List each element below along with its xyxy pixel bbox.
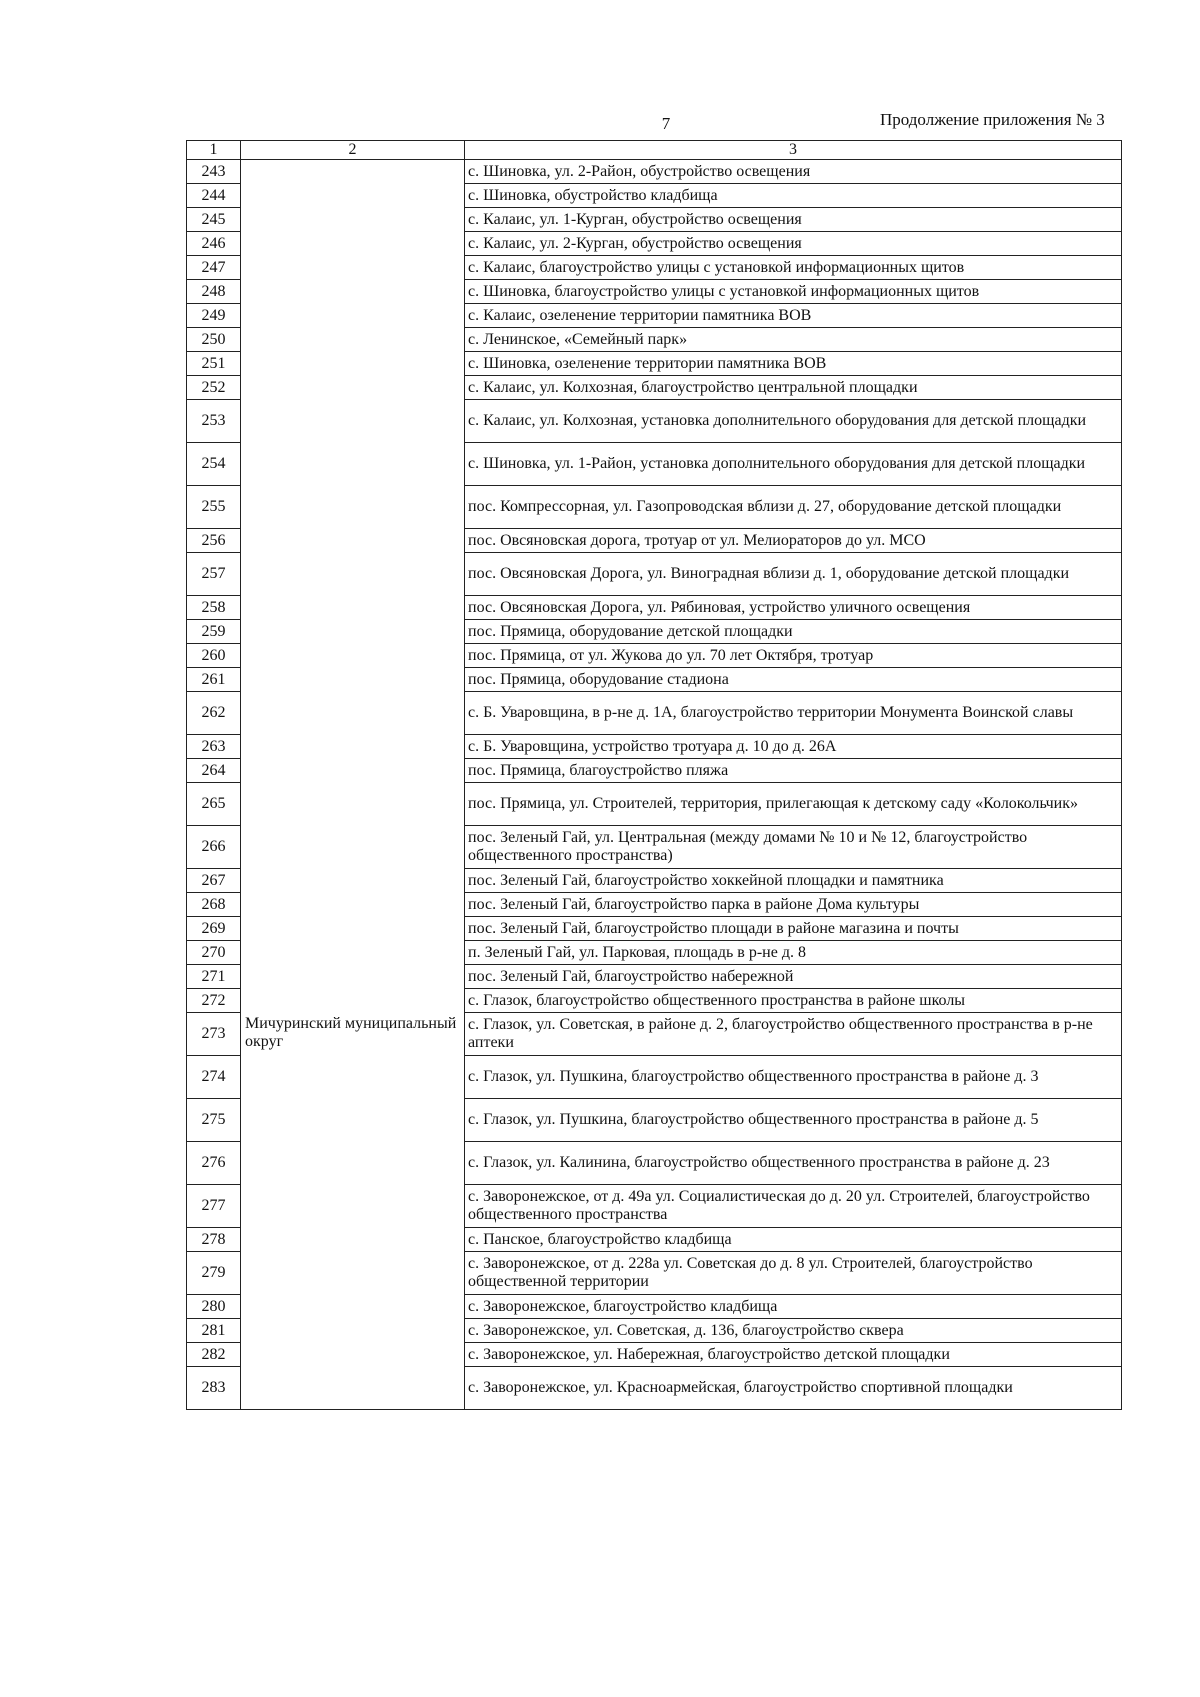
district-cell [241, 256, 465, 280]
district-cell [241, 1343, 465, 1367]
row-description: пос. Зеленый Гай, ул. Центральная (между домами № 10 и № 12, благоустройство общественного пространства) [465, 826, 1122, 869]
row-number: 249 [187, 304, 241, 328]
row-number: 265 [187, 783, 241, 826]
district-cell [241, 184, 465, 208]
table-header-row [187, 141, 1122, 160]
row-description: пос. Зеленый Гай, благоустройство парка в районе Дома культуры [465, 893, 1122, 917]
row-number: 275 [187, 1099, 241, 1142]
district-cell [241, 941, 465, 965]
table-row [187, 783, 1122, 826]
row-description: с. Глазок, ул. Пушкина, благоустройство общественного пространства в районе д. 5 [465, 1099, 1122, 1142]
district-cell [241, 553, 465, 596]
district-cell [241, 1367, 465, 1410]
page-number: 7 [661, 114, 671, 133]
column-header-2: 2 [241, 141, 465, 160]
row-description: с. Шиновка, ул. 2-Район, обустройство освещения [465, 160, 1122, 184]
row-description: пос. Зеленый Гай, благоустройство набережной [465, 965, 1122, 989]
row-description: с. Калаис, ул. 1-Курган, обустройство освещения [465, 208, 1122, 232]
row-description: пос. Зеленый Гай, благоустройство хоккейной площадки и памятника [465, 869, 1122, 893]
table-row [187, 1142, 1122, 1185]
row-description: с. Калаис, ул. Колхозная, благоустройство центральной площадки [465, 376, 1122, 400]
row-number: 272 [187, 989, 241, 1013]
district-cell [241, 1252, 465, 1295]
table-row [187, 232, 1122, 256]
table-row [187, 208, 1122, 232]
row-description: с. Шиновка, благоустройство улицы с установкой информационных щитов [465, 280, 1122, 304]
row-number: 270 [187, 941, 241, 965]
row-description: пос. Овсяновская Дорога, ул. Виноградная вблизи д. 1, оборудование детской площадки [465, 553, 1122, 596]
district-name: Мичуринский муниципальный округ [241, 1013, 465, 1056]
row-description: п. Зеленый Гай, ул. Парковая, площадь в р-не д. 8 [465, 941, 1122, 965]
row-number: 262 [187, 692, 241, 735]
district-cell [241, 160, 465, 184]
table-row [187, 553, 1122, 596]
column-header-1: 1 [187, 141, 241, 160]
row-number: 256 [187, 529, 241, 553]
table-row [187, 280, 1122, 304]
table-row [187, 644, 1122, 668]
row-number: 243 [187, 160, 241, 184]
table-row [187, 160, 1122, 184]
table-row [187, 826, 1122, 869]
table-row [187, 1295, 1122, 1319]
row-number: 258 [187, 596, 241, 620]
district-cell [241, 1142, 465, 1185]
row-number: 268 [187, 893, 241, 917]
district-cell [241, 759, 465, 783]
table-row [187, 596, 1122, 620]
district-cell [241, 328, 465, 352]
row-description: с. Заворонежское, ул. Набережная, благоустройство детской площадки [465, 1343, 1122, 1367]
row-description: пос. Овсяновская дорога, тротуар от ул. Мелиораторов до ул. МСО [465, 529, 1122, 553]
row-number: 247 [187, 256, 241, 280]
row-description: пос. Прямица, от ул. Жукова до ул. 70 лет Октября, тротуар [465, 644, 1122, 668]
table-row [187, 668, 1122, 692]
district-cell [241, 486, 465, 529]
table-row [187, 1099, 1122, 1142]
table-row [187, 1056, 1122, 1099]
district-cell [241, 1319, 465, 1343]
row-description: пос. Зеленый Гай, благоустройство площади в районе магазина и почты [465, 917, 1122, 941]
projects-table [186, 140, 1122, 1410]
table-row [187, 184, 1122, 208]
table-row [187, 1319, 1122, 1343]
table-row [187, 376, 1122, 400]
district-cell [241, 644, 465, 668]
district-cell [241, 232, 465, 256]
row-description: с. Заворонежское, ул. Красноармейская, благоустройство спортивной площадки [465, 1367, 1122, 1410]
district-cell [241, 1099, 465, 1142]
district-cell [241, 443, 465, 486]
row-description: с. Панское, благоустройство кладбища [465, 1228, 1122, 1252]
row-number: 264 [187, 759, 241, 783]
district-cell [241, 1228, 465, 1252]
row-description: с. Заворонежское, благоустройство кладбища [465, 1295, 1122, 1319]
row-number: 266 [187, 826, 241, 869]
row-number: 245 [187, 208, 241, 232]
table-row [187, 1367, 1122, 1410]
column-header-3: 3 [465, 141, 1122, 160]
continuation-note: Продолжение приложения № 3 [880, 110, 1105, 129]
table-row [187, 989, 1122, 1013]
table-row [187, 941, 1122, 965]
row-description: пос. Прямица, благоустройство пляжа [465, 759, 1122, 783]
district-cell [241, 965, 465, 989]
district-cell [241, 917, 465, 941]
district-cell [241, 400, 465, 443]
row-description: пос. Овсяновская Дорога, ул. Рябиновая, устройство уличного освещения [465, 596, 1122, 620]
row-description: с. Шиновка, озеленение территории памятника ВОВ [465, 352, 1122, 376]
table-row [187, 917, 1122, 941]
row-description: с. Глазок, ул. Калинина, благоустройство общественного пространства в районе д. 23 [465, 1142, 1122, 1185]
table-row [187, 256, 1122, 280]
row-number: 259 [187, 620, 241, 644]
row-description: с. Глазок, ул. Советская, в районе д. 2, благоустройство общественного пространства в р-не аптеки [465, 1013, 1122, 1056]
row-number: 246 [187, 232, 241, 256]
district-cell [241, 869, 465, 893]
district-cell [241, 376, 465, 400]
row-number: 279 [187, 1252, 241, 1295]
district-cell [241, 1056, 465, 1099]
row-description: с. Шиновка, ул. 1-Район, установка дополнительного оборудования для детской площадки [465, 443, 1122, 486]
table-row [187, 759, 1122, 783]
district-cell [241, 668, 465, 692]
row-description: пос. Прямица, оборудование детской площадки [465, 620, 1122, 644]
table-row [187, 1185, 1122, 1228]
table-row [187, 692, 1122, 735]
table-body [187, 160, 1122, 1410]
district-cell [241, 893, 465, 917]
row-number: 280 [187, 1295, 241, 1319]
row-description: с. Заворонежское, ул. Советская, д. 136, благоустройство сквера [465, 1319, 1122, 1343]
table-row [187, 1343, 1122, 1367]
row-number: 282 [187, 1343, 241, 1367]
row-description: с. Калаис, ул. 2-Курган, обустройство освещения [465, 232, 1122, 256]
row-number: 254 [187, 443, 241, 486]
row-number: 283 [187, 1367, 241, 1410]
table-row [187, 1013, 1122, 1056]
row-number: 269 [187, 917, 241, 941]
row-number: 273 [187, 1013, 241, 1056]
district-cell [241, 208, 465, 232]
table-row [187, 735, 1122, 759]
district-cell [241, 596, 465, 620]
district-cell [241, 783, 465, 826]
row-number: 261 [187, 668, 241, 692]
row-description: с. Заворонежское, от д. 228а ул. Советская до д. 8 ул. Строителей, благоустройство общественной территории [465, 1252, 1122, 1295]
district-cell [241, 352, 465, 376]
table-row [187, 486, 1122, 529]
row-number: 255 [187, 486, 241, 529]
row-description: пос. Прямица, ул. Строителей, территория, прилегающая к детскому саду «Колокольчик» [465, 783, 1122, 826]
row-number: 274 [187, 1056, 241, 1099]
row-description: пос. Прямица, оборудование стадиона [465, 668, 1122, 692]
table-row [187, 1228, 1122, 1252]
table-row [187, 1252, 1122, 1295]
district-cell [241, 826, 465, 869]
table-row [187, 965, 1122, 989]
table-row [187, 352, 1122, 376]
row-description: с. Б. Уваровщина, в р-не д. 1А, благоустройство территории Монумента Воинской славы [465, 692, 1122, 735]
district-cell [241, 280, 465, 304]
row-number: 277 [187, 1185, 241, 1228]
district-cell [241, 692, 465, 735]
table-row [187, 328, 1122, 352]
row-description: с. Калаис, озеленение территории памятника ВОВ [465, 304, 1122, 328]
table-row [187, 400, 1122, 443]
row-number: 248 [187, 280, 241, 304]
row-number: 267 [187, 869, 241, 893]
row-number: 244 [187, 184, 241, 208]
row-number: 252 [187, 376, 241, 400]
row-number: 276 [187, 1142, 241, 1185]
table-row [187, 443, 1122, 486]
row-number: 278 [187, 1228, 241, 1252]
table-row [187, 893, 1122, 917]
district-cell [241, 989, 465, 1013]
row-description: с. Шиновка, обустройство кладбища [465, 184, 1122, 208]
row-number: 260 [187, 644, 241, 668]
table-row [187, 529, 1122, 553]
row-number: 263 [187, 735, 241, 759]
row-description: с. Калаис, благоустройство улицы с установкой информационных щитов [465, 256, 1122, 280]
district-cell [241, 529, 465, 553]
row-description: с. Б. Уваровщина, устройство тротуара д. 10 до д. 26А [465, 735, 1122, 759]
row-description: пос. Компрессорная, ул. Газопроводская вблизи д. 27, оборудование детской площадки [465, 486, 1122, 529]
row-description: с. Глазок, ул. Пушкина, благоустройство общественного пространства в районе д. 3 [465, 1056, 1122, 1099]
row-number: 257 [187, 553, 241, 596]
district-cell [241, 1295, 465, 1319]
row-number: 281 [187, 1319, 241, 1343]
district-cell [241, 304, 465, 328]
row-description: с. Калаис, ул. Колхозная, установка дополнительного оборудования для детской площадки [465, 400, 1122, 443]
district-cell [241, 620, 465, 644]
row-number: 250 [187, 328, 241, 352]
table-row [187, 869, 1122, 893]
row-description: с. Ленинское, «Семейный парк» [465, 328, 1122, 352]
table-row [187, 304, 1122, 328]
row-number: 251 [187, 352, 241, 376]
row-description: с. Заворонежское, от д. 49а ул. Социалистическая до д. 20 ул. Строителей, благоустройство общественного пространства [465, 1185, 1122, 1228]
table-row [187, 620, 1122, 644]
row-description: с. Глазок, благоустройство общественного пространства в районе школы [465, 989, 1122, 1013]
row-number: 253 [187, 400, 241, 443]
district-cell [241, 1185, 465, 1228]
district-cell [241, 735, 465, 759]
row-number: 271 [187, 965, 241, 989]
